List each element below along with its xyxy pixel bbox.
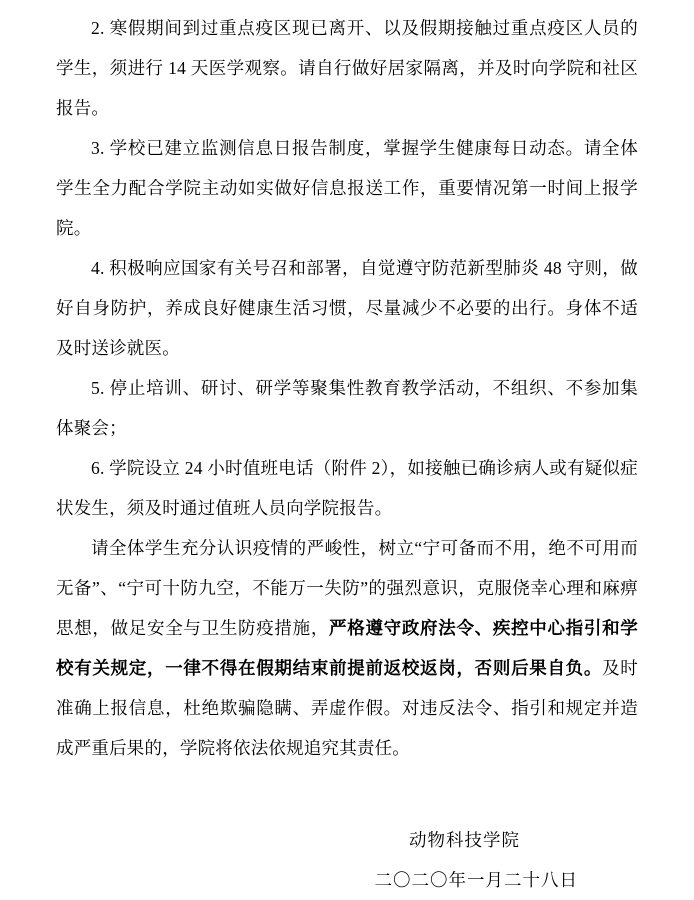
signature-date: 二〇二〇年一月二十八日 [374, 870, 578, 890]
closing-lead-text: 请全体学生充分认识疫情的严峻性，树立“宁可备而不用，绝不可用而无备”、“宁可十防九空，不能万一失防”的强烈意识，克服侥幸心理和麻痹思想，做足安全与卫生防疫措施， [56, 538, 638, 638]
closing-emphasis-text: 严格遵守政府法令、疾控中心指引和学校有关规定，一律不得在假期结束前提前返校返岗，否则后果自负。 [56, 618, 638, 678]
paragraph-item-6: 6. 学院设立 24 小时值班电话（附件 2），如接触已确诊病人或有疑似症状发生，须及时通过值班人员向学院报告。 [56, 458, 638, 518]
closing-paragraph [56, 528, 638, 768]
paragraph-item-5: 5. 停止培训、研讨、研学等聚集性教育教学活动，不组织、不参加集体聚会； [56, 378, 638, 438]
paragraph-item-3: 3. 学校已建立监测信息日报告制度，掌握学生健康每日动态。请全体学生全力配合学院主动如实做好信息报送工作，重要情况第一时间上报学院。 [56, 138, 638, 238]
signature-block [56, 820, 638, 900]
closing-tail-text: 及时准确上报信息，杜绝欺骗隐瞒、弄虚作假。对违反法令、指引和规定并造成严重后果的，学院将依法依规追究其责任。 [56, 658, 638, 758]
signature-organization: 动物科技学院 [409, 830, 520, 850]
paragraph-item-4: 4. 积极响应国家有关号召和部署，自觉遵守防范新型肺炎 48 守则，做好自身防护，养成良好健康生活习惯，尽量减少不必要的出行。身体不适及时送诊就医。 [56, 258, 638, 358]
document-body [56, 8, 638, 768]
paragraph-item-2: 2. 寒假期间到过重点疫区现已离开、以及假期接触过重点疫区人员的学生，须进行 14 天医学观察。请自行做好居家隔离，并及时向学院和社区报告。 [56, 18, 638, 118]
